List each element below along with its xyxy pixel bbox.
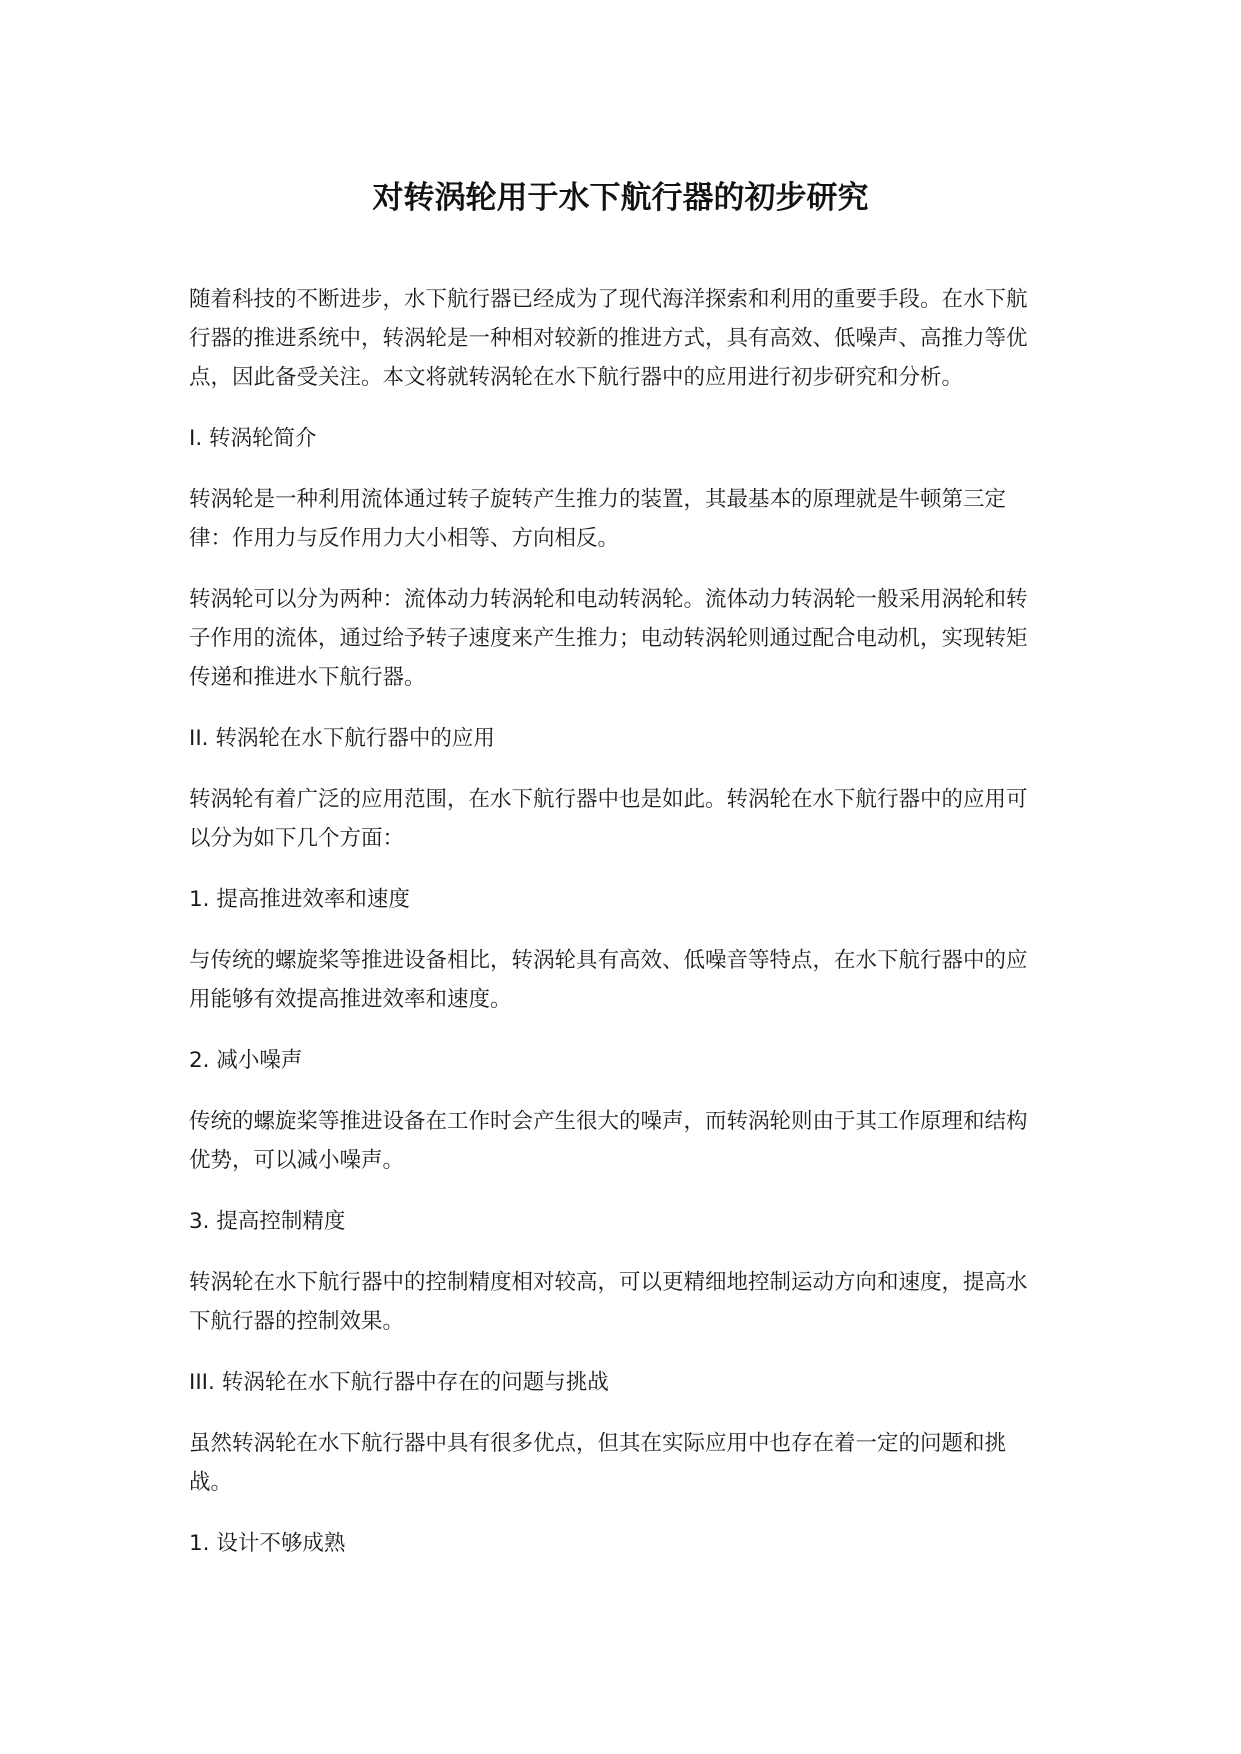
paragraph-turbine-types: 转涡轮可以分为两种：流体动力转涡轮和电动转涡轮。流体动力转涡轮一般采用涡轮和转子作用的流体，通过给予转子速度来产生推力；电动转涡轮则通过配合电动机，实现转矩传递和推进水下航行器。 [189,587,1028,690]
paragraph-efficiency: 与传统的螺旋桨等推进设备相比，转涡轮具有高效、低噪音等特点，在水下航行器中的应用能够有效提高推进效率和速度。 [189,948,1028,1012]
paragraph-challenges-intro: 虽然转涡轮在水下航行器中具有很多优点，但其在实际应用中也存在着一定的问题和挑战。 [189,1431,1007,1495]
intro-paragraph: 随着科技的不断进步，水下航行器已经成为了现代海洋探索和利用的重要手段。在水下航行器的推进系统中，转涡轮是一种相对较新的推进方式，具有高效、低噪声、高推力等优点，因此备受关注。本文将就转涡轮在水下航行器中的应用进行初步研究和分析。 [189,287,1028,390]
section-heading-3: III. 转涡轮在水下航行器中存在的问题与挑战 [189,1370,609,1395]
paragraph-noise: 传统的螺旋桨等推进设备在工作时会产生很大的噪声，而转涡轮则由于其工作原理和结构优势，可以减小噪声。 [189,1109,1028,1173]
section-heading-2: II. 转涡轮在水下航行器中的应用 [189,726,495,751]
document-title: 对转涡轮用于水下航行器的初步研究 [372,180,869,216]
paragraph-applications-intro: 转涡轮有着广泛的应用范围，在水下航行器中也是如此。转涡轮在水下航行器中的应用可以分为如下几个方面： [189,787,1028,851]
paragraph-control: 转涡轮在水下航行器中的控制精度相对较高，可以更精细地控制运动方向和速度，提高水下航行器的控制效果。 [189,1270,1028,1334]
document-body [189,280,1039,1585]
subheading-efficiency: 1. 提高推进效率和速度 [189,887,410,912]
subheading-noise: 2. 减小噪声 [189,1048,303,1073]
section-heading-1: I. 转涡轮简介 [189,426,317,451]
subheading-design: 1. 设计不够成熟 [189,1531,346,1556]
subheading-control: 3. 提高控制精度 [189,1209,346,1234]
paragraph-turbine-definition: 转涡轮是一种利用流体通过转子旋转产生推力的装置，其最基本的原理就是牛顿第三定律：作用力与反作用力大小相等、方向相反。 [189,487,1007,551]
